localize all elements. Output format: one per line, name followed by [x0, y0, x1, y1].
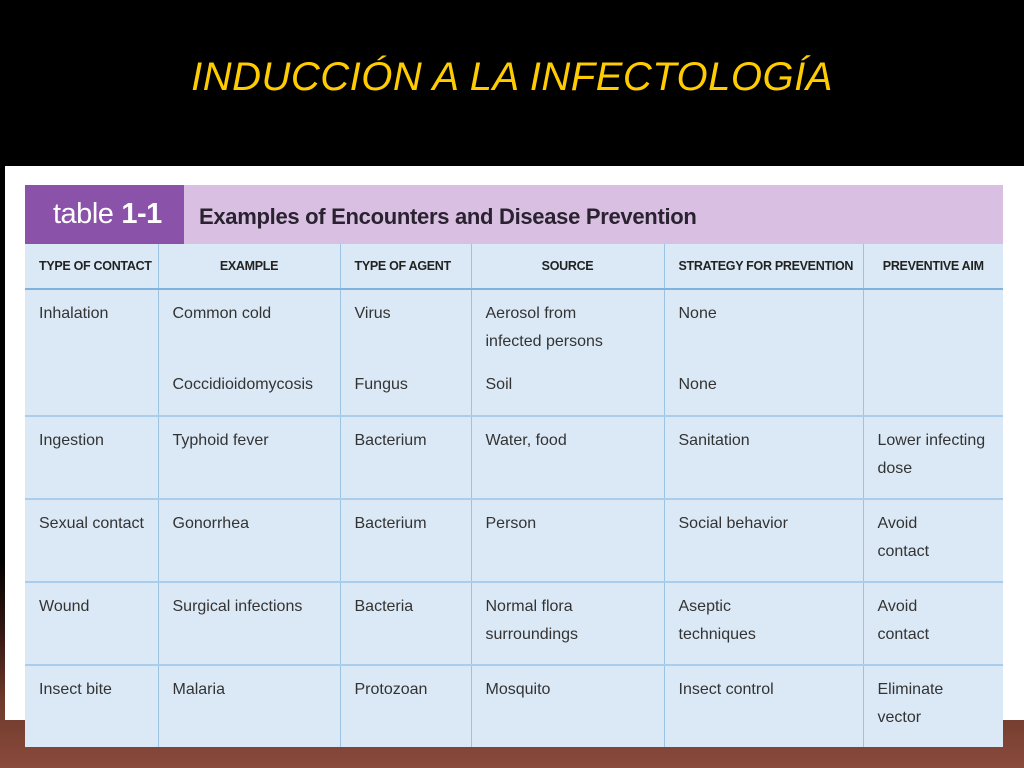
table-row: [25, 665, 1003, 747]
slide-title: INDUCCIÓN A LA INFECTOLOGÍA: [191, 55, 833, 99]
table-cell: Bacteria: [340, 582, 471, 665]
table-row: [25, 499, 1003, 582]
table-cell: Gonorrhea: [158, 499, 340, 582]
table-cell: [471, 289, 664, 416]
table-row: [25, 416, 1003, 499]
table-cell: Insect control: [664, 665, 863, 747]
cell-text: Inhalation: [39, 305, 109, 322]
table-cell: Sexual contact: [25, 499, 158, 582]
column-header: SOURCE: [471, 244, 664, 289]
table-cell: Lower infecting dose: [863, 416, 1003, 499]
table-cell: Avoid contact: [863, 582, 1003, 665]
table-cell: Social behavior: [664, 499, 863, 582]
table-cell: [340, 289, 471, 416]
column-header: TYPE OF CONTACT: [25, 244, 158, 289]
table-cell: Bacterium: [340, 499, 471, 582]
column-header: TYPE OF AGENT: [340, 244, 471, 289]
column-header: PREVENTIVE AIM: [863, 244, 1003, 289]
table-header-band: [25, 185, 1003, 244]
table-cell: Bacterium: [340, 416, 471, 499]
table-label-number: 1-1: [121, 198, 162, 230]
table-title: Examples of Encounters and Disease Prevention: [199, 204, 697, 229]
cell-text: None: [678, 305, 717, 322]
table-cell: [25, 289, 158, 416]
column-header: EXAMPLE: [158, 244, 340, 289]
table-cell: Insect bite: [25, 665, 158, 747]
cell-text: None: [678, 376, 717, 393]
column-header: STRATEGY FOR PREVENTION: [664, 244, 863, 289]
header-row: [25, 244, 1003, 289]
table-cell: Protozoan: [340, 665, 471, 747]
table-cell: Surgical infections: [158, 582, 340, 665]
table-row: [25, 289, 1003, 416]
table-cell: [664, 289, 863, 416]
table-cell: Malaria: [158, 665, 340, 747]
table-cell: Sanitation: [664, 416, 863, 499]
table-cell: Wound: [25, 582, 158, 665]
table-cell: [158, 289, 340, 416]
cell-text: Common cold: [172, 305, 272, 322]
table-cell: Ingestion: [25, 416, 158, 499]
table-cell: Water, food: [471, 416, 664, 499]
table-cell: Eliminate vector: [877, 681, 944, 726]
table-cell: [863, 289, 1003, 416]
table-row: [25, 582, 1003, 665]
table-cell: Person: [471, 499, 664, 582]
data-table: [25, 244, 1003, 747]
table-label-word: table: [53, 198, 114, 230]
table-cell: Avoid contact: [863, 499, 1003, 582]
table-container: [25, 185, 1003, 726]
table-cell: Aseptic techniques: [664, 582, 863, 665]
cell-text: Virus: [354, 305, 391, 322]
cell-text: Soil: [485, 376, 513, 393]
table-cell: Mosquito: [471, 665, 664, 747]
cell-text: Coccidioidomycosis: [172, 376, 313, 393]
cell-text: Aerosol from infected persons: [485, 305, 603, 350]
table-cell: Normal flora surroundings: [471, 582, 664, 665]
table-label: [25, 185, 184, 244]
cell-text: Fungus: [354, 376, 408, 393]
table-cell: Typhoid fever: [158, 416, 340, 499]
